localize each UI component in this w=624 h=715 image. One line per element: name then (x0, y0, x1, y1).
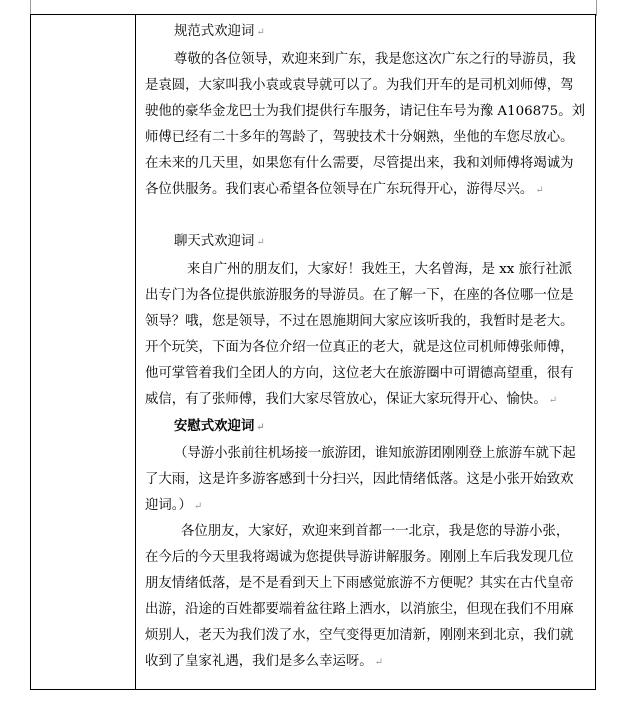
text-line: 了大雨，这是许多游客感到十分扫兴，因此情绪低落。这是小张开始致欢 (145, 472, 574, 487)
text-line: 领导？哦，您是领导，不过在恩施期间大家应该听我的，我暂时是老大。 (145, 314, 574, 329)
text-line: （导游小张前往机场接一旅游团，谁知旅游团刚刚登上旅游车就下起 (174, 446, 576, 461)
paragraph-mark: ↵ (256, 27, 265, 38)
paragraph-mark: ↵ (535, 185, 544, 196)
section-heading-formal: 规范式欢迎词 ↵ (174, 24, 265, 39)
text-line: 驶他的豪华金龙巴士为我们提供行车服务，请记住车号为豫 A106875。刘 (145, 104, 585, 119)
section-heading-comfort: 安慰式欢迎词 ↵ (174, 418, 265, 434)
text-line: 来自广州的朋友们，大家好！我姓王，大名曾海，是 xx 旅行社派 (187, 262, 573, 277)
paragraph-mark: ↵ (548, 395, 558, 406)
text-line: 各位朋友，大家好，欢迎来到首都一一北京，我是您的导游小张， (181, 524, 570, 539)
margin-mark-right (596, 0, 597, 16)
paragraph-mark: ↵ (256, 422, 265, 433)
section-intro-comfort (137, 441, 595, 519)
text-line: 在今后的今天里我将竭诚为您提供导游讲解服务。刚刚上车后我发现几位 (145, 550, 574, 565)
text-line: 烦别人，老天为我们泼了水，空气变得更加清新，刚刚来到北京，我们就 (145, 628, 574, 643)
text-line: 各位供服务。我们衷心希望各位领导在广东玩得开心，游得尽兴。 (145, 182, 534, 197)
text-line: 朋友情绪低落，是不是看到天上下雨感觉旅游不方便呢？其实在古代皇帝 (145, 576, 574, 591)
table-left-column (31, 15, 136, 689)
text-line: 是袁圆，大家叫我小袁或袁导就可以了。为我们开车的是司机刘师傅，驾 (145, 78, 574, 93)
section-body-chat (137, 257, 595, 413)
text-line: 他可掌管着我们全团人的方向，这位老大在旅游圈中可谓德高望重，很有 (145, 366, 574, 381)
section-heading-chat: 聊天式欢迎词 ↵ (174, 234, 265, 249)
paragraph-mark: ↵ (256, 237, 265, 248)
text-line: 出专门为各位提供旅游服务的导游员。在了解一下，在座的各位哪一位是 (145, 288, 574, 303)
paragraph-mark: ↵ (193, 501, 203, 512)
text-line: 尊敬的各位领导，欢迎来到广东，我是您这次广东之行的导游员，我 (174, 52, 576, 67)
text-line: 师傅已经有二十多年的驾龄了，驾驶技术十分娴熟，坐他的车您尽放心。 (145, 130, 574, 145)
text-line: 收到了皇家礼遇，我们是多么幸运呀。 (145, 654, 373, 669)
section-body-comfort (137, 519, 595, 675)
text-line: 迎词。） (145, 498, 192, 513)
content-table (30, 14, 596, 690)
text-line: 开个玩笑，下面为各位介绍一位真正的老大，就是这位司机师傅张师傅， (145, 340, 574, 355)
text-line: 威信，有了张师傅，我们大家尽管放心，保证大家玩得开心、愉快。 (145, 392, 547, 407)
table-content-column (137, 15, 595, 689)
paragraph-mark: ↵ (374, 657, 384, 668)
text-line: 在未来的几天里，如果您有什么需要，尽管提出来，我和刘师傅将竭诚为 (145, 156, 574, 171)
section-body-formal (137, 47, 595, 203)
text-line: 出游，沿途的百姓都要端着盆往路上洒水，以消旅尘，但现在我们不用麻 (145, 602, 574, 617)
